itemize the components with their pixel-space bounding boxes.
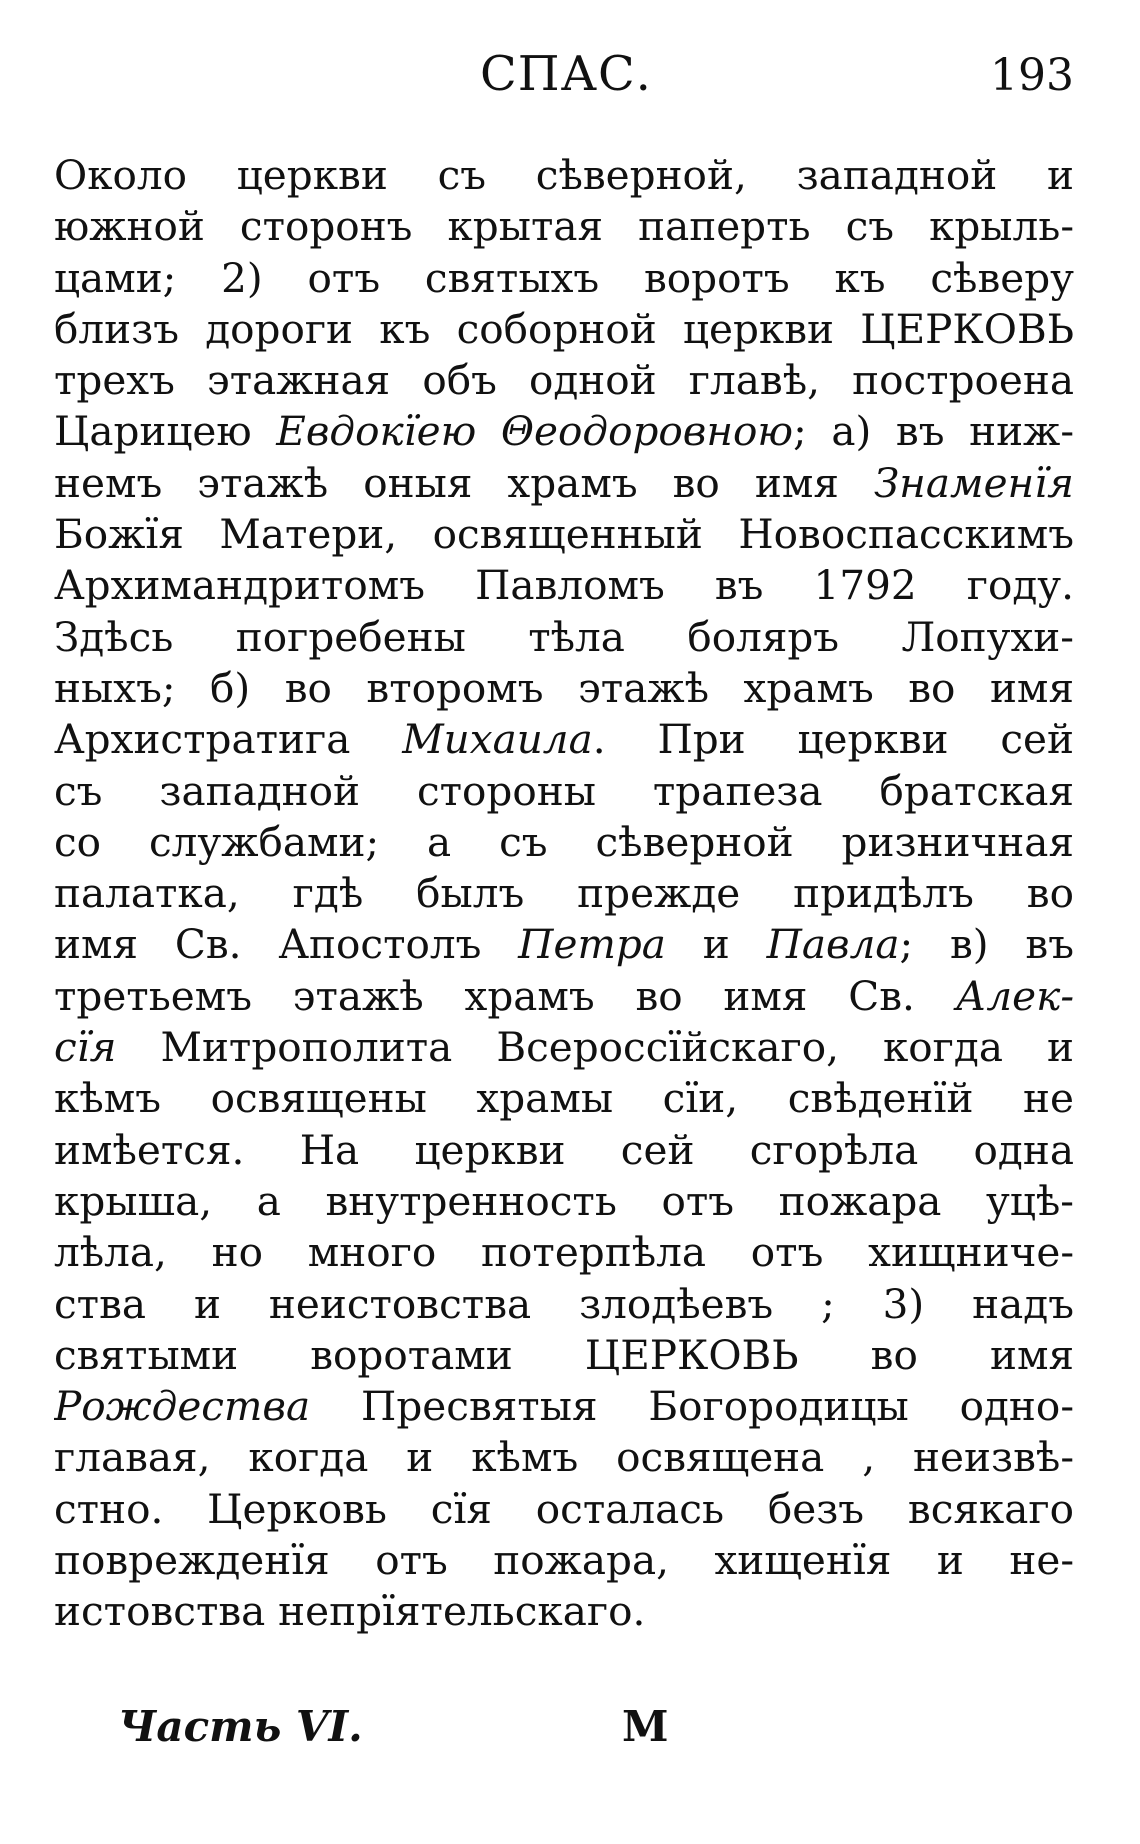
text-line [54, 1381, 1074, 1432]
text-line [54, 1227, 1074, 1278]
text-segment: съ западной стороны трапеза братская [54, 766, 1074, 815]
text-line [54, 766, 1074, 817]
text-segment: Около церкви съ сѣверной, западной и [54, 151, 1074, 199]
text-line [54, 1484, 1074, 1535]
text-line [54, 714, 1074, 765]
text-segment: истовства непрїятельскаго. [54, 1587, 646, 1636]
text-segment: немъ этажѣ оныя храмъ во имя [54, 458, 874, 507]
text-line [54, 1330, 1074, 1381]
text-segment: крыша, а внутренность отъ пожара уцѣ- [54, 1176, 1074, 1225]
text-segment: главая, когда и кѣмъ освящена , неизвѣ- [54, 1433, 1074, 1482]
italic-text-segment: сїя [54, 1023, 117, 1072]
text-line [54, 971, 1074, 1022]
text-segment: лѣла, но много потерпѣла отъ хищниче- [54, 1228, 1074, 1277]
text-line [54, 1279, 1074, 1330]
text-segment: имя Св. Апостолъ [54, 920, 519, 969]
running-head-title: СПАС. [480, 46, 652, 102]
running-head [0, 42, 1140, 112]
page-number: 193 [990, 50, 1074, 101]
text-line [54, 817, 1074, 868]
text-line [54, 201, 1074, 252]
italic-text-segment: Алек- [955, 971, 1074, 1020]
text-line [54, 1586, 1074, 1637]
signature-mark: М [622, 1702, 669, 1751]
text-line [54, 560, 1074, 611]
text-line [54, 458, 1074, 509]
text-segment: Архистратига [54, 715, 403, 764]
text-line [54, 304, 1074, 355]
text-line [54, 1073, 1074, 1124]
text-line [54, 150, 1074, 201]
text-segment: поврежденїя отъ пожара, хищенїя и не- [54, 1536, 1074, 1585]
body-text [54, 150, 1074, 1638]
text-segment: стно. Церковь сїя осталась безъ всякаго [54, 1484, 1074, 1533]
text-segment: святыми воротами ЦЕРКОВЬ во имя [54, 1330, 1074, 1379]
text-line [54, 509, 1074, 560]
text-segment: ; в) въ [899, 920, 1074, 969]
text-segment: Архимандритомъ Павломъ въ 1792 году. [54, 561, 1074, 610]
text-segment: южной сторонъ крытая паперть съ крыль- [54, 202, 1074, 251]
footer-part-label: Часть VI. [118, 1702, 363, 1751]
text-line [54, 1125, 1074, 1176]
text-segment: Пресвятыя Богородицы одно- [310, 1382, 1074, 1431]
text-segment: со службами; а съ сѣверной ризничная [54, 817, 1074, 866]
text-line [54, 919, 1074, 970]
text-segment: цами; 2) отъ святыхъ воротъ къ сѣверу [54, 253, 1074, 302]
italic-text-segment: Петра [518, 920, 666, 969]
text-line [54, 1535, 1074, 1586]
italic-text-segment: Михаила [402, 715, 593, 764]
text-segment: . При церкви сей [592, 715, 1074, 764]
italic-text-segment: Евдокїею Θеодоровною [276, 407, 794, 456]
text-segment: Митрополита Всероссїйскаго, когда и [116, 1023, 1074, 1072]
text-segment: кѣмъ освящены храмы сїи, свѣденїй не [54, 1074, 1074, 1123]
text-line [54, 663, 1074, 714]
text-segment: ныхъ; б) во второмъ этажѣ храмъ во имя [54, 663, 1074, 712]
page-footer [0, 1702, 1140, 1762]
text-segment: близъ дороги къ соборной церкви ЦЕРКОВЬ [54, 304, 1074, 353]
italic-text-segment: Рождества [54, 1382, 311, 1431]
text-segment: Здѣсь погребены тѣла боляръ Лопухи- [54, 612, 1074, 661]
text-line [54, 253, 1074, 304]
text-line [54, 612, 1074, 663]
text-line [54, 406, 1074, 457]
text-segment: ; а) въ ниж- [793, 407, 1074, 456]
text-segment: палатка, гдѣ былъ прежде придѣлъ во [54, 869, 1074, 918]
text-line [54, 868, 1074, 919]
italic-text-segment: Павла [766, 920, 900, 969]
text-segment: ства и неистовства злодѣевъ ; 3) надъ [54, 1279, 1074, 1328]
text-segment: и [665, 920, 767, 969]
text-line [54, 1176, 1074, 1227]
text-line [54, 1432, 1074, 1483]
text-segment: Царицею [54, 407, 277, 456]
text-segment: третьемъ этажѣ храмъ во имя Св. [54, 971, 956, 1020]
text-segment: трехъ этажная объ одной главѣ, построена [54, 356, 1074, 405]
text-line [54, 355, 1074, 406]
italic-text-segment: Знаменїя [873, 458, 1074, 507]
text-segment: имѣется. На церкви сей сгорѣла одна [54, 1125, 1074, 1174]
text-line [54, 1022, 1074, 1073]
text-segment: Божїя Матери, освященный Новоспасскимъ [54, 510, 1074, 559]
